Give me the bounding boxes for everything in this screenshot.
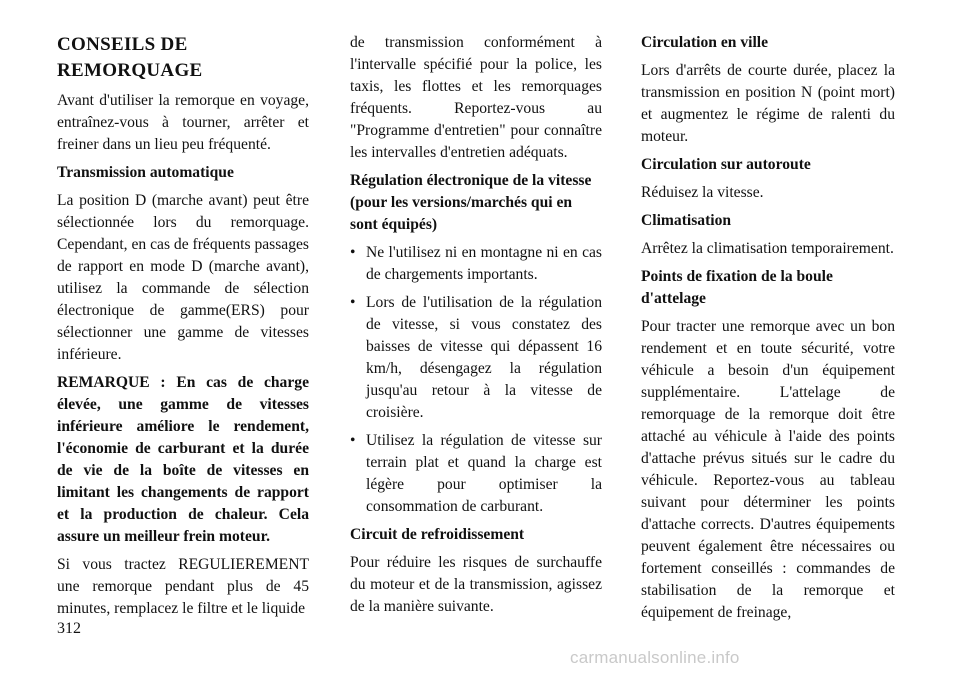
column-2 [350, 32, 602, 624]
watermark-text: carmanualsonline.info [570, 648, 740, 667]
heading-fixation: Points de fixation de la boule d'attelage [641, 268, 833, 307]
list-item [350, 292, 602, 424]
list-item-text: Utilisez la régulation de vitesse sur terrain plat et quand la charge est légère pour optimiser la consommation de carburant. [366, 432, 602, 515]
refroidissement-paragraph: Pour réduire les risques de surchauffe du moteur et de la transmission, agissez de la manière suivante. [350, 554, 602, 615]
bullet-icon: • [350, 294, 356, 311]
page-number: 312 [57, 620, 81, 637]
column-1 [57, 32, 309, 626]
heading-refroidissement: Circuit de refroidissement [350, 526, 525, 543]
intro-paragraph: Avant d'utiliser la remorque en voyage, entraînez-vous à tourner, arrêter et freiner dans un lieu peu fréquenté. [57, 92, 309, 153]
column-3 [641, 32, 895, 630]
list-item [350, 242, 602, 286]
list-item [350, 430, 602, 518]
bullet-icon: • [350, 432, 356, 449]
transmission-paragraph: La position D (marche avant) peut être sélectionnée lors du remorquage. Cependant, en cas de fréquents passages de rapport en mode D (marche avant), utilisez la commande de sélection électronique de gamme(ERS) pour sélectionner une gamme de vitesses inférieure. [57, 192, 310, 363]
heading-ville: Circulation en ville [641, 34, 769, 51]
climatisation-paragraph: Arrêtez la climatisation temporairement. [641, 240, 894, 257]
regulation-list [350, 242, 602, 518]
heading-autoroute: Circulation sur autoroute [641, 156, 811, 173]
regulier-paragraph: Si vous tractez REGULIEREMENT une remorque pendant plus de 45 minutes, remplacez le filtre et le liquide [57, 556, 309, 617]
fixation-paragraph: Pour tracter une remorque avec un bon rendement et en toute sécurité, votre véhicule a besoin d'un équipement supplémentaire. L'attelage de remorquage de la remorque doit être attaché au véhicule à l'aide des points d'attache prévus situés sur le cadre du véhicule. Reportez-vous au tableau suivant pour déterminer les points d'attache corrects. D'autres équipements peuvent également être nécessaires ou fortement conseillés : commandes de stabilisation de la remorque et équipement de freinage, [641, 318, 895, 621]
remarque-note: REMARQUE : En cas de charge élevée, une gamme de vitesses inférieure améliore le rendement, l'économie de carburant et la durée de vie de la boîte de vitesses en limitant les changements de rapport et la production de chaleur. Cela assure un meilleur frein moteur. [57, 374, 309, 545]
autoroute-paragraph: Réduisez la vitesse. [641, 184, 764, 201]
heading-regulation: Régulation électronique de la vitesse (pour les versions/marchés qui en sont équipés) [350, 172, 592, 233]
bullet-icon: • [350, 244, 356, 261]
ville-paragraph: Lors d'arrêts de courte durée, placez la transmission en position N (point mort) et augmentez le régime de ralenti du moteur. [641, 62, 895, 145]
list-item-text: Lors de l'utilisation de la régulation de vitesse, si vous constatez des baisses de vitesse qui dépassent 16 km/h, désengagez la régulation jusqu'au retour à la vitesse de croisière. [366, 294, 602, 421]
heading-transmission: Transmission automatique [57, 164, 234, 181]
continued-paragraph: de transmission conformément à l'intervalle spécifié pour la police, les taxis, les flottes et les remorquages fréquents. Reportez-vous au "Programme d'entretien" pour connaître les intervalles d'entretien adéquats. [350, 34, 602, 161]
list-item-text: Ne l'utilisez ni en montagne ni en cas de chargements importants. [366, 244, 602, 283]
section-title: CONSEILS DE REMORQUAGE [57, 34, 203, 81]
heading-climatisation: Climatisation [641, 212, 732, 229]
